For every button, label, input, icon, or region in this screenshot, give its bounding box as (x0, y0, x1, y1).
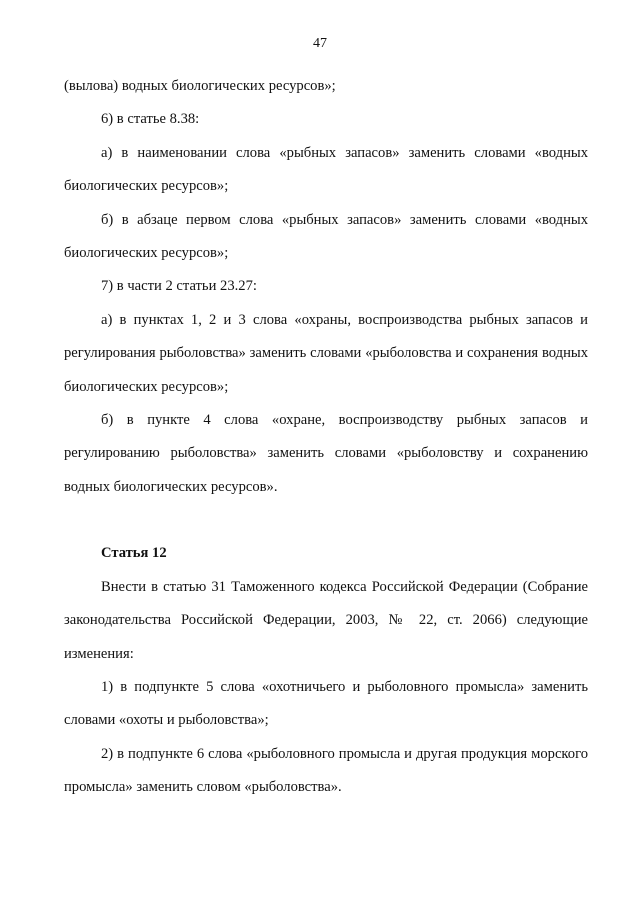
paragraph: (вылова) водных биологических ресурсов»; (64, 78, 336, 94)
paragraph: а) в наименовании слова «рыбных запасов» заменить словами «водных биологических ресурсов»; (64, 144, 588, 195)
paragraph: 6) в статье 8.38: (101, 111, 200, 128)
paragraph: 1) в подпункте 5 слова «охотничьего и рыболовного промысла» заменить словами «охоты и рыболовства»; (64, 678, 588, 729)
article-heading: Статья 12 (101, 545, 167, 562)
paragraph: 7) в части 2 статьи 23.27: (101, 278, 257, 295)
paragraph: б) в абзаце первом слова «рыбных запасов» заменить словами «водных биологических ресурсов»; (64, 211, 588, 262)
document-body (64, 70, 588, 805)
page-number: 47 (313, 36, 327, 51)
paragraph: 2) в подпункте 6 слова «рыболовного промысла и другая продукция морского промысла» заменить словом «рыболовства». (64, 745, 588, 796)
paragraph: б) в пункте 4 слова «охране, воспроизводству рыбных запасов и регулированию рыболовства» заменить словами «рыболовству и сохранению водных биологических ресурсов». (64, 412, 588, 495)
paragraph: Внести в статью 31 Таможенного кодекса Российской Федерации (Собрание законодательства Российской Федерации, 2003, № 22, ст. 2066) следующие изменения: (64, 578, 588, 662)
paragraph: а) в пунктах 1, 2 и 3 слова «охраны, воспроизводства рыбных запасов и регулирования рыболовства» заменить словами «рыболовства и сохранения водных биологических ресурсов»; (64, 311, 588, 395)
